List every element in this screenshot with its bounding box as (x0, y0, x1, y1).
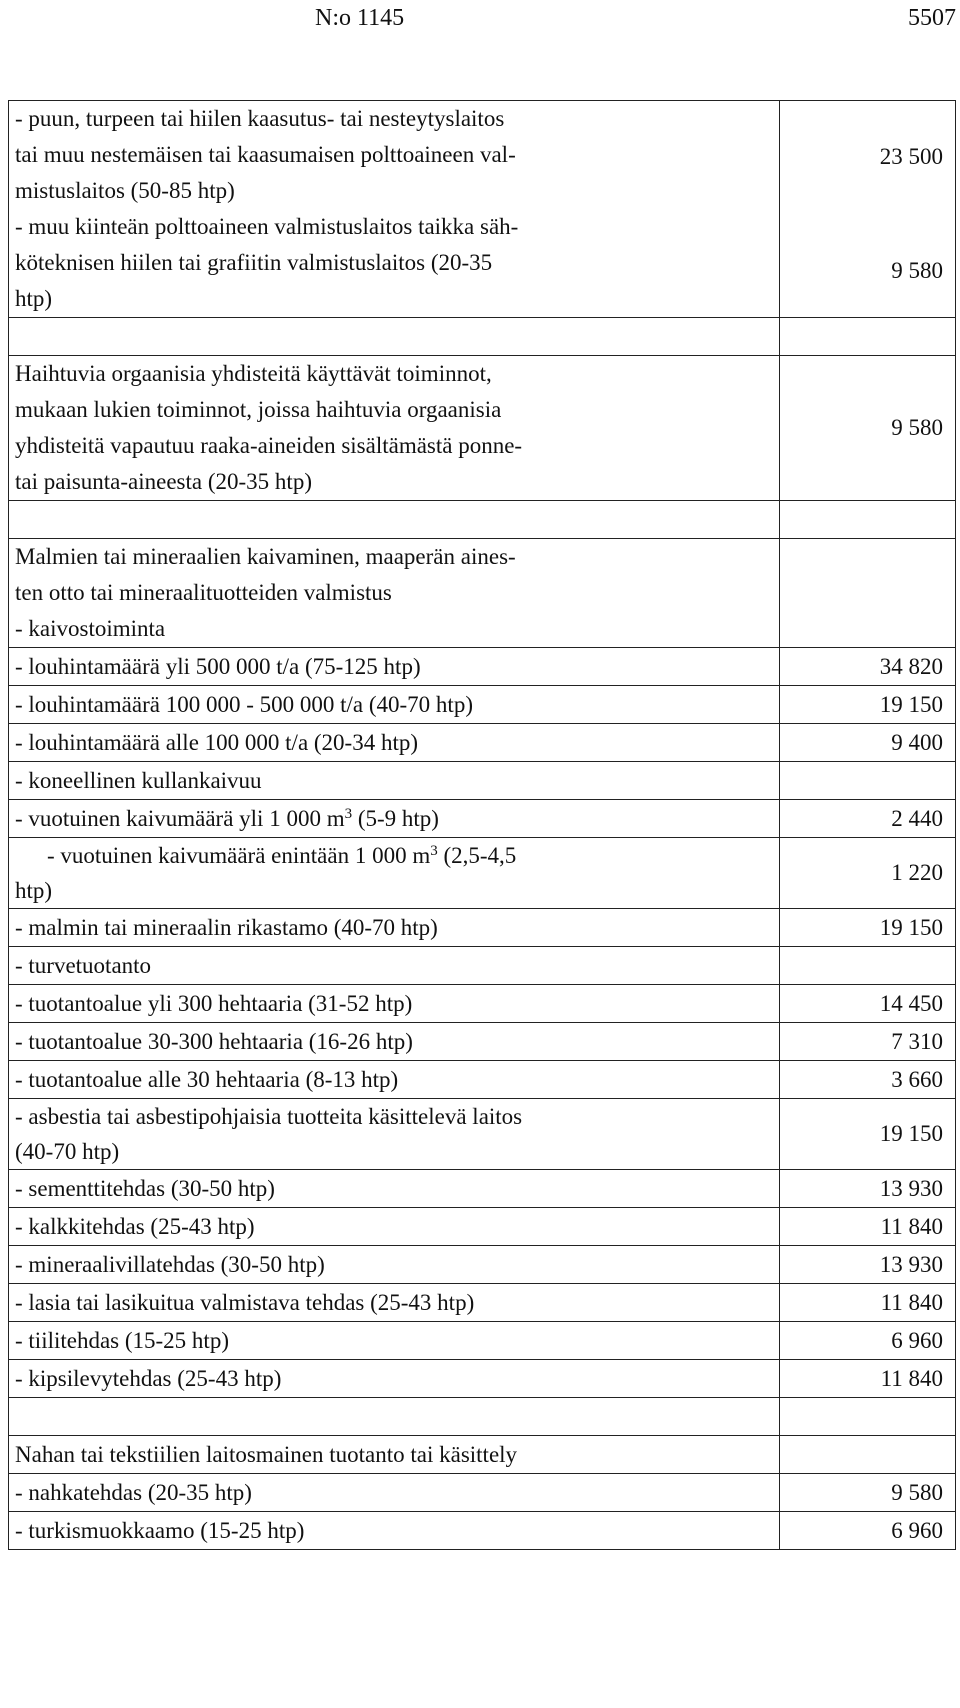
row-amount: 1 220 (780, 838, 956, 909)
page-number: 5507 (908, 5, 956, 31)
table-row (9, 724, 956, 762)
row-amount: 13 930 (780, 1246, 956, 1284)
empty-cell (9, 501, 780, 539)
table-row (9, 838, 956, 909)
row-description: - louhintamäärä alle 100 000 t/a (20-34 htp) (9, 724, 780, 762)
row-description (9, 356, 780, 501)
row-amount: 13 930 (780, 1170, 956, 1208)
row-amount: 19 150 (780, 909, 956, 947)
table-row (9, 1398, 956, 1436)
table-row (9, 1170, 956, 1208)
description-line: mistuslaitos (50-85 htp) (15, 178, 235, 203)
page-header-left: N:o 1145 (315, 5, 405, 31)
row-amount: 19 150 (780, 686, 956, 724)
description-line: - muu kiinteän polttoaineen valmistuslaitos taikka säh- (15, 214, 519, 239)
description-line: htp) (15, 878, 53, 903)
table-row (9, 1246, 956, 1284)
description-line: - puun, turpeen tai hiilen kaasutus- tai nesteytyslaitos (15, 106, 505, 131)
row-description: - turvetuotanto (9, 947, 780, 985)
empty-cell (9, 318, 780, 356)
table-row (9, 947, 956, 985)
table-row (9, 909, 956, 947)
table-row (9, 985, 956, 1023)
fee-table (8, 100, 956, 1550)
row-amount: 7 310 (780, 1023, 956, 1061)
empty-cell (9, 1398, 780, 1436)
row-description: - tiilitehdas (15-25 htp) (9, 1322, 780, 1360)
amount-value: 23 500 (879, 144, 943, 169)
table-row (9, 1474, 956, 1512)
section-heading: Nahan tai tekstiilien laitosmainen tuotanto tai käsittely (9, 1436, 780, 1474)
row-description: - louhintamäärä yli 500 000 t/a (75-125 htp) (9, 648, 780, 686)
row-description (9, 101, 780, 318)
table-row (9, 686, 956, 724)
row-amount: 34 820 (780, 648, 956, 686)
empty-cell (780, 947, 956, 985)
empty-cell (780, 1398, 956, 1436)
description-line: mukaan lukien toiminnot, joissa haihtuvia orgaanisia (15, 397, 502, 422)
row-amount: 14 450 (780, 985, 956, 1023)
row-amount: 9 580 (780, 1474, 956, 1512)
row-description: - tuotantoalue yli 300 hehtaaria (31-52 htp) (9, 985, 780, 1023)
table-row (9, 1099, 956, 1170)
empty-cell (780, 318, 956, 356)
table-row (9, 1061, 956, 1099)
row-amount: 9 580 (780, 356, 956, 501)
table-row (9, 800, 956, 838)
table-row (9, 1208, 956, 1246)
table-row (9, 648, 956, 686)
row-description: - lasia tai lasikuitua valmistava tehdas (25-43 htp) (9, 1284, 780, 1322)
table-row (9, 1023, 956, 1061)
description-line: - kaivostoiminta (15, 616, 166, 641)
row-description (9, 1099, 780, 1170)
section-heading (9, 539, 780, 648)
amount-value: 9 580 (891, 258, 943, 283)
row-description: - malmin tai mineraalin rikastamo (40-70 htp) (9, 909, 780, 947)
superscript: 3 (430, 843, 438, 859)
row-amount: 11 840 (780, 1284, 956, 1322)
row-description: - sementtitehdas (30-50 htp) (9, 1170, 780, 1208)
row-description: - tuotantoalue 30-300 hehtaaria (16-26 htp) (9, 1023, 780, 1061)
description-text: - vuotuinen kaivumäärä enintään 1 000 m (47, 843, 431, 868)
row-amount: 11 840 (780, 1360, 956, 1398)
table-row (9, 318, 956, 356)
table-row (9, 762, 956, 800)
description-line: ten otto tai mineraalituotteiden valmistus (15, 580, 392, 605)
row-description (9, 800, 780, 838)
description-line: yhdisteitä vapautuu raaka-aineiden sisältämästä ponne- (15, 433, 523, 458)
table-row (9, 1436, 956, 1474)
row-description: - koneellinen kullankaivuu (9, 762, 780, 800)
row-amount: 6 960 (780, 1512, 956, 1550)
empty-cell (780, 762, 956, 800)
row-description: - kalkkitehdas (25-43 htp) (9, 1208, 780, 1246)
table-row (9, 1322, 956, 1360)
row-amount: 2 440 (780, 800, 956, 838)
row-amount: 6 960 (780, 1322, 956, 1360)
row-description: - louhintamäärä 100 000 - 500 000 t/a (40-70 htp) (9, 686, 780, 724)
description-line: tai muu nestemäisen tai kaasumaisen polttoaineen val- (15, 142, 516, 167)
amount-spacer (786, 175, 943, 253)
description-text: (2,5-4,5 (437, 843, 517, 868)
description-line: htp) (15, 286, 53, 311)
row-amount: 19 150 (780, 1099, 956, 1170)
table-row (9, 501, 956, 539)
row-amount: 11 840 (780, 1208, 956, 1246)
empty-cell (780, 501, 956, 539)
row-amount: 3 660 (780, 1061, 956, 1099)
description-text: (5-9 htp) (352, 805, 439, 831)
row-amount: 9 400 (780, 724, 956, 762)
row-description (9, 838, 780, 909)
row-description: - turkismuokkaamo (15-25 htp) (9, 1512, 780, 1550)
row-description: - kipsilevytehdas (25-43 htp) (9, 1360, 780, 1398)
table-row (9, 1284, 956, 1322)
empty-cell (780, 539, 956, 648)
description-line: tai paisunta-aineesta (20-35 htp) (15, 469, 312, 494)
description-line: (40-70 htp) (15, 1139, 120, 1164)
empty-cell (780, 1436, 956, 1474)
description-line: Malmien tai mineraalien kaivaminen, maaperän aines- (15, 544, 516, 569)
table-row (9, 356, 956, 501)
table-row (9, 539, 956, 648)
table-row (9, 1512, 956, 1550)
description-line: Haihtuvia orgaanisia yhdisteitä käyttävät toiminnot, (15, 361, 492, 386)
row-description: - mineraalivillatehdas (30-50 htp) (9, 1246, 780, 1284)
superscript: 3 (344, 805, 353, 822)
table-row (9, 101, 956, 318)
description-line: köteknisen hiilen tai grafiitin valmistuslaitos (20-35 (15, 250, 493, 275)
row-description: - tuotantoalue alle 30 hehtaaria (8-13 htp) (9, 1061, 780, 1099)
row-amount-cell (780, 101, 956, 318)
table-row (9, 1360, 956, 1398)
description-line: - asbestia tai asbestipohjaisia tuotteita käsittelevä laitos (15, 1104, 523, 1129)
description-text: - vuotuinen kaivumäärä yli 1 000 m (15, 805, 345, 831)
row-description: - nahkatehdas (20-35 htp) (9, 1474, 780, 1512)
